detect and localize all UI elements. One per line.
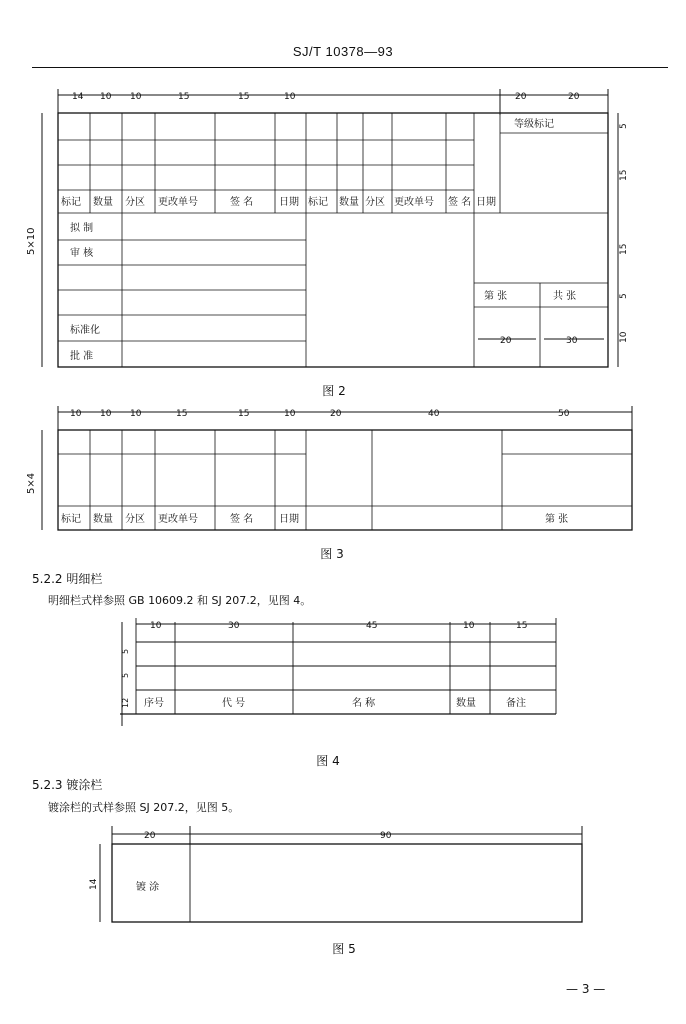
fig4-dim-top-2: 30 — [228, 621, 240, 631]
fig2-row-3: 标准化 — [70, 325, 100, 336]
fig2-col-2: 数量 — [93, 197, 113, 208]
fig3-dim-top-4: 15 — [176, 409, 188, 419]
figure-2 — [0, 85, 686, 375]
fig4-col-1: 序号 — [144, 698, 164, 709]
fig4-caption: 图 4 — [316, 754, 340, 768]
figure-4 — [0, 614, 686, 734]
fig3-col-2: 数量 — [93, 514, 113, 525]
fig2-row-4: 批 准 — [70, 351, 94, 362]
fig2-dim-right-4: 5 — [619, 293, 629, 299]
fig3-sheet: 第 张 — [545, 514, 569, 525]
fig3-col-3: 分区 — [125, 514, 145, 525]
fig5-dim-top-1: 20 — [144, 831, 156, 841]
fig3-col-6: 日期 — [279, 514, 299, 525]
fig2-dim-top-4: 15 — [178, 92, 190, 102]
section-5-2-2-text: 明细栏式样参照 GB 10609.2 和 SJ 207.2，见图 4。 — [48, 594, 312, 607]
fig3-dim-top-8: 40 — [428, 409, 440, 419]
fig2-col-11: 签 名 — [448, 197, 472, 208]
fig2-col-12: 日期 — [476, 197, 496, 208]
fig4-dim-left-3: 12 — [121, 697, 130, 708]
fig3-dim-left: 5×4 — [26, 472, 37, 494]
section-5-2-2-heading: 5.2.2 明细栏 — [32, 572, 103, 586]
fig2-sheet: 第 张 — [484, 291, 508, 302]
fig2-dim-left: 5×10 — [26, 227, 37, 255]
figure-3 — [0, 402, 686, 538]
fig3-dim-top-9: 50 — [558, 409, 570, 419]
fig2-dim-top-1: 14 — [72, 92, 84, 102]
fig4-dim-left-2: 5 — [121, 672, 130, 678]
fig2-dim-right-1: 5 — [619, 123, 629, 129]
fig4-dim-left-1: 5 — [121, 648, 130, 654]
fig5-label: 镀 涂 — [136, 882, 160, 893]
fig4-col-2: 代 号 — [222, 698, 246, 709]
fig2-grade-mark: 等级标记 — [514, 119, 554, 130]
fig2-dim-top-2: 10 — [100, 92, 112, 102]
fig3-dim-top-7: 20 — [330, 409, 342, 419]
fig3-caption: 图 3 — [320, 547, 344, 561]
fig5-dim-left: 14 — [89, 878, 99, 890]
fig2-dim-top-7: 20 — [515, 92, 527, 102]
fig5-dim-top-2: 90 — [380, 831, 392, 841]
fig2-dim-bottom-2: 30 — [566, 336, 578, 346]
fig2-col-10: 更改单号 — [394, 197, 434, 208]
fig2-col-3: 分区 — [125, 197, 145, 208]
fig2-col-9: 分区 — [365, 197, 385, 208]
fig4-dim-top-5: 15 — [516, 621, 528, 631]
fig2-dim-right-2: 15 — [619, 169, 629, 181]
fig3-dim-top-1: 10 — [70, 409, 82, 419]
fig2-col-1: 标记 — [61, 197, 81, 208]
fig2-dim-right-3: 15 — [619, 243, 629, 255]
fig5-caption: 图 5 — [332, 942, 356, 956]
fig2-dim-bottom-1: 20 — [500, 336, 512, 346]
fig2-caption: 图 2 — [322, 384, 346, 398]
fig2-col-7: 标记 — [308, 197, 328, 208]
fig2-col-4: 更改单号 — [158, 197, 198, 208]
fig2-col-6: 日期 — [279, 197, 299, 208]
fig3-dim-top-2: 10 — [100, 409, 112, 419]
section-5-2-3-heading: 5.2.3 镀涂栏 — [32, 778, 103, 792]
fig2-dim-top-3: 10 — [130, 92, 142, 102]
fig3-dim-top-3: 10 — [130, 409, 142, 419]
fig2-row-2: 审 核 — [70, 248, 94, 259]
fig3-col-4: 更改单号 — [158, 514, 198, 525]
section-5-2-3-text: 镀涂栏的式样参照 SJ 207.2，见图 5。 — [48, 801, 240, 814]
page-header: SJ/T 10378—93 — [292, 44, 394, 59]
fig4-col-3: 名 称 — [352, 698, 376, 709]
page-number: — 3 — — [566, 982, 606, 996]
fig3-col-5: 签 名 — [230, 514, 254, 525]
fig2-col-8: 数量 — [339, 197, 359, 208]
header-rule — [32, 67, 668, 68]
fig3-dim-top-5: 15 — [238, 409, 250, 419]
fig4-dim-top-4: 10 — [463, 621, 475, 631]
fig2-total: 共 张 — [553, 291, 577, 302]
fig4-col-5: 备注 — [506, 698, 526, 709]
fig3-dim-top-6: 10 — [284, 409, 296, 419]
fig2-dim-top-5: 15 — [238, 92, 250, 102]
fig4-dim-top-1: 10 — [150, 621, 162, 631]
figure-5 — [0, 822, 686, 932]
fig4-dim-top-3: 45 — [366, 621, 378, 631]
fig2-col-5: 签 名 — [230, 197, 254, 208]
fig2-dim-top-6: 10 — [284, 92, 296, 102]
fig3-col-1: 标记 — [61, 514, 81, 525]
fig4-col-4: 数量 — [456, 698, 476, 709]
fig2-row-1: 拟 制 — [70, 223, 94, 234]
fig2-dim-right-5: 10 — [619, 331, 629, 343]
fig2-dim-top-8: 20 — [568, 92, 580, 102]
